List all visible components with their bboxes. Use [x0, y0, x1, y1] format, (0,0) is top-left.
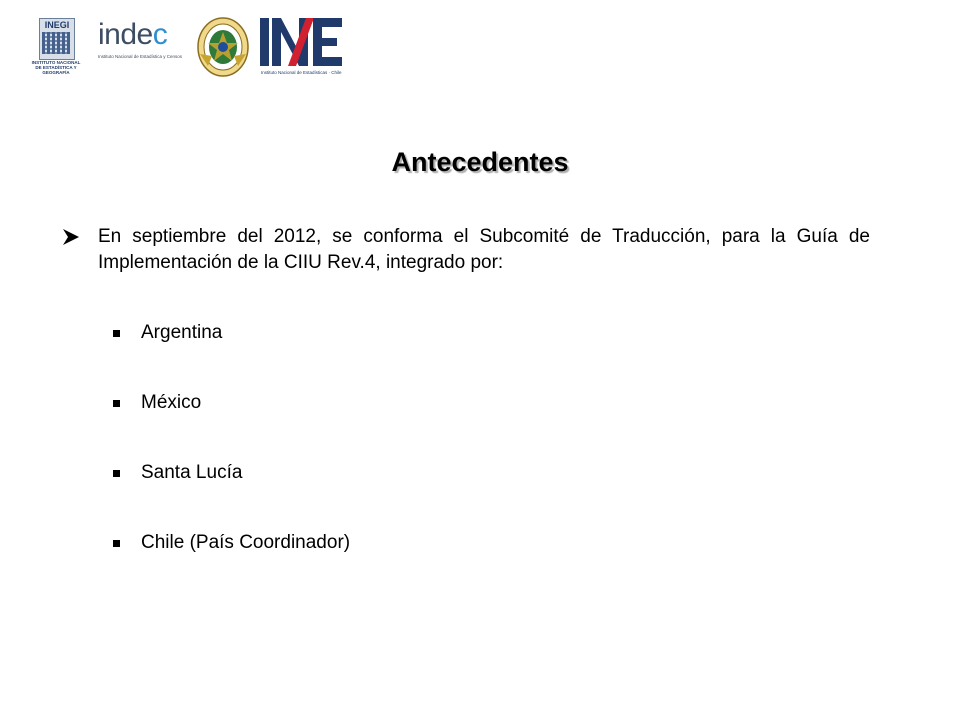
ine-subtitle: Instituto Nacional de Estadísticas · Chile	[261, 70, 342, 75]
list-item-label: Argentina	[141, 322, 223, 343]
indec-wordmark	[98, 18, 167, 52]
square-bullet-icon	[113, 540, 120, 547]
square-bullet-icon	[113, 470, 120, 477]
inegi-wordmark: INEGI	[44, 20, 70, 30]
ine-chile-logo	[258, 14, 344, 80]
indec-wordmark-accent: c	[152, 18, 168, 51]
saint-lucia-seal-logo	[196, 16, 250, 78]
inegi-grid-icon	[42, 32, 70, 54]
inegi-subtitle-line2: DE ESTADÍSTICA Y	[35, 65, 77, 70]
list-item-label: Chile (País Coordinador)	[141, 532, 351, 553]
indec-subtitle: Instituto Nacional de Estadística y Censos	[98, 54, 183, 59]
list-item-label: México	[141, 392, 202, 413]
intro-text: En septiembre del 2012, se conforma el Subcomité de Traducción, para la Guía de Implementación de la CIIU Rev.4, integrado por:	[98, 226, 870, 273]
ine-wordmark-icon	[258, 14, 344, 70]
indec-wordmark-main: inde	[98, 18, 153, 51]
inegi-subtitle-line1: INSTITUTO NACIONAL	[31, 60, 81, 65]
seal-emblem-icon	[196, 16, 250, 78]
list-item-label: Santa Lucía	[141, 462, 243, 483]
square-bullet-icon	[113, 400, 120, 407]
square-bullet-icon	[113, 330, 120, 337]
indec-logo	[98, 18, 188, 62]
logo-bar	[18, 14, 348, 80]
slide-title: Antecedentes	[391, 147, 569, 177]
inegi-logo	[24, 16, 88, 74]
arrow-bullet-icon	[62, 228, 80, 246]
inegi-subtitle-line3: GEOGRAFÍA	[42, 70, 70, 75]
